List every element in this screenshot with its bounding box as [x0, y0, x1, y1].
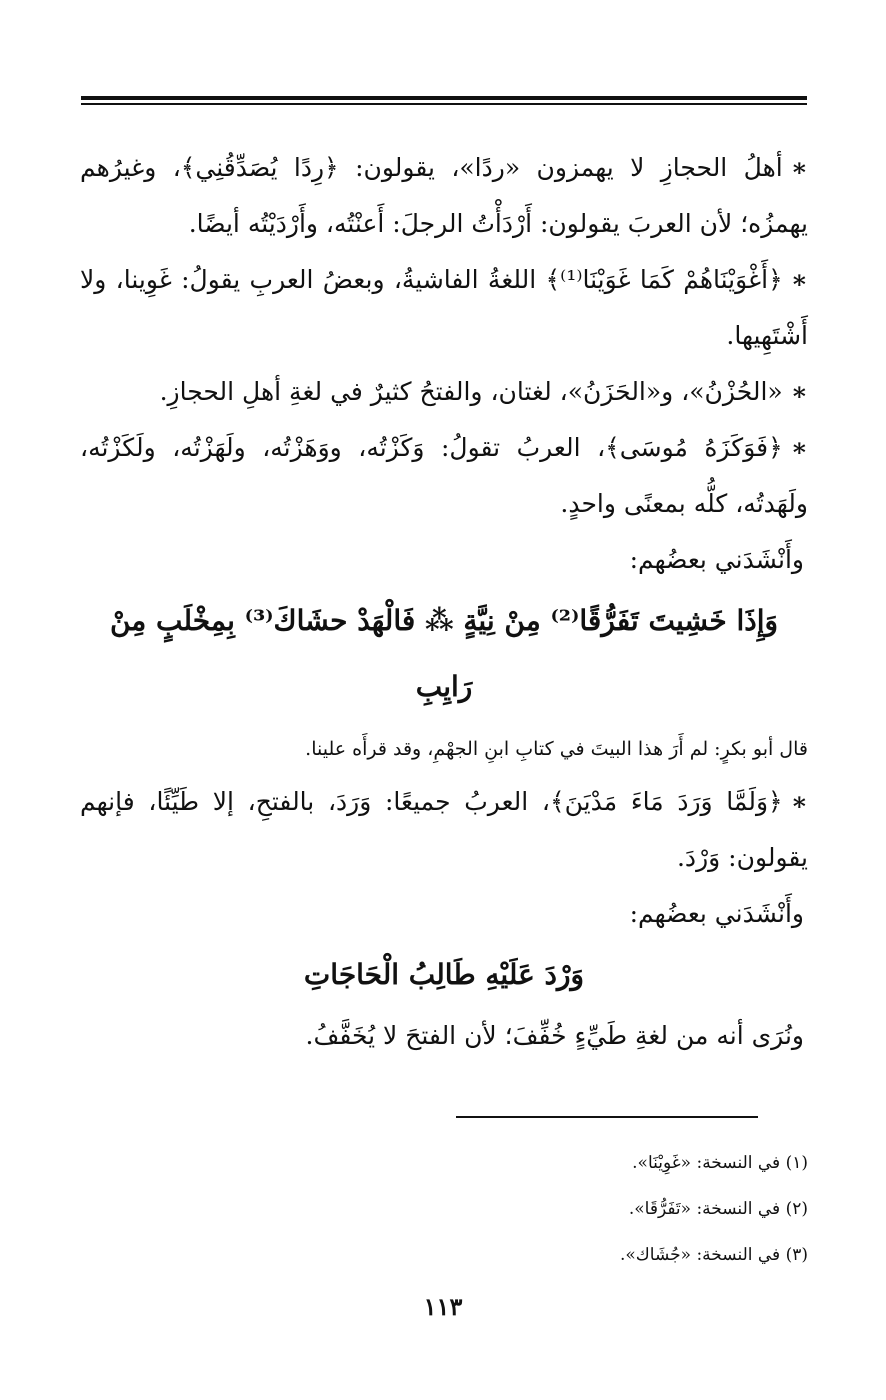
paragraph-text: وأَنْشَدَني بعضُهم: — [629, 899, 804, 928]
paragraph-star-icon: ∗ — [790, 787, 808, 816]
paragraph-hamz — [80, 140, 808, 252]
footnote-separator — [456, 1116, 758, 1118]
page-body — [80, 140, 808, 1064]
paragraph-text: ﴿فَوَكَزَهُ مُوسَى﴾، العربُ تقولُ: وَكَزْتُه، ووَهَزْتُه، ولَهَزْتُه، ولَكَزْتُه، ولَهَدتُه، كلُّه بمعنًى واحدٍ. — [80, 433, 808, 518]
paragraph-text: ﴿أَغْوَيْنَاهُمْ كَمَا غَوَيْنَا⁽¹⁾﴾ اللغةُ الفاشيةُ، وبعضُ العربِ يقولُ: غَوِينا، ولا أَشْتَهِيها. — [80, 265, 808, 350]
paragraph-aghwaynahum — [80, 252, 808, 364]
paragraph-star-icon: ∗ — [790, 377, 808, 406]
paragraph-wakazahu — [80, 420, 808, 532]
paragraph-text: أهلُ الحجازِ لا يهمزون «ردًا»، يقولون: ﴿رِدًا يُصَدِّقُنِي﴾، وغيرُهم يهمزُه؛ لأن العربَ يقولون: أَرْدَأْتُ الرجلَ: أَعنْتُه، وأَرْدَيْتُه أيضًا. — [80, 153, 808, 238]
paragraph-huzn — [80, 364, 808, 420]
page-number: ١١٣ — [423, 1292, 463, 1321]
header-rule-thin — [81, 103, 807, 105]
verse-text: وَإِذَا خَشِيتَ تَفَرُّقًا⁽²⁾ مِنْ نِيَّةٍ ⁂ فَالْهَدْ حشَاكَ⁽³⁾ بِمِخْلَبٍ مِنْ رَايِبِ — [109, 604, 778, 703]
footnote-3: (٣) في النسخة: «جُشَاك». — [619, 1245, 808, 1265]
verse-text: وَرْدَ عَلَيْهِ طَالِبُ الْحَاجَاتِ — [303, 958, 585, 991]
paragraph-khuffifa — [80, 1008, 808, 1064]
paragraph-text: ﴿وَلَمَّا وَرَدَ مَاءَ مَدْيَنَ﴾، العربُ جميعًا: وَرَدَ، بالفتحِ، إلا طَيِّئًا، فإنهم يقولون: وَرْدَ. — [80, 787, 808, 872]
paragraph-anshadani-1 — [80, 532, 808, 588]
editor-note — [80, 724, 808, 774]
footnote-2: (٢) في النسخة: «تَفَرُّقَا». — [628, 1199, 808, 1219]
paragraph-star-icon: ∗ — [790, 153, 808, 182]
verse-line-1 — [80, 588, 808, 720]
paragraph-text: «الحُزْنُ»، و«الحَزَنُ»، لغتان، والفتحُ كثيرٌ في لغةِ أهلِ الحجازِ. — [159, 377, 783, 406]
footnote-1: (١) في النسخة: «غَوِيْنَا». — [632, 1153, 808, 1173]
paragraph-warada — [80, 774, 808, 886]
header-rule-thick — [81, 96, 807, 100]
note-text: قال أبو بكرٍ: لم أَرَ هذا البيتَ في كتابِ ابنِ الجهْمِ، وقد قرأَه علينا. — [305, 738, 808, 760]
paragraph-star-icon: ∗ — [790, 265, 809, 294]
paragraph-star-icon: ∗ — [790, 433, 808, 462]
verse-line-2 — [80, 942, 808, 1008]
paragraph-text: وأَنْشَدَني بعضُهم: — [629, 545, 804, 574]
footnotes — [456, 1140, 808, 1278]
paragraph-anshadani-2 — [80, 886, 808, 942]
paragraph-text: ونُرَى أنه من لغةِ طَيِّءٍ خُفِّفَ؛ لأن الفتحَ لا يُخَفَّفُ. — [305, 1021, 804, 1050]
